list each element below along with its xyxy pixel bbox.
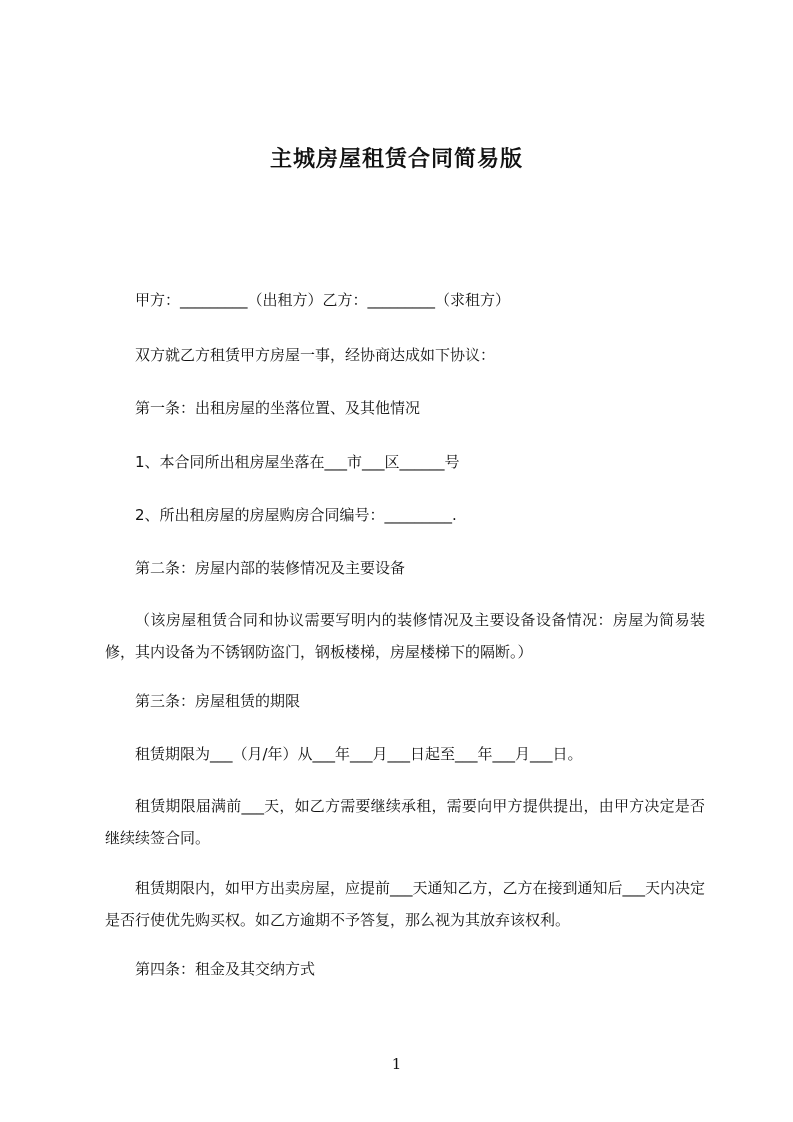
article1-heading: 第一条：出租房屋的坐落位置、及其他情况 bbox=[135, 399, 421, 417]
article2-note: （该房屋租赁合同和协议需要写明内的装修情况及主要设备设备情况：房屋为简易装修，其内设备为不锈钢防盗门，钢板楼梯，房屋楼梯下的隔断。） bbox=[105, 611, 705, 661]
article1-item1: 1、本合同所出租房屋坐落在___市___区______号 bbox=[135, 453, 460, 471]
page-number: 1 bbox=[391, 1055, 402, 1073]
page-title: 主城房屋租赁合同简易版 bbox=[269, 147, 523, 172]
article4-heading: 第四条：租金及其交纳方式 bbox=[135, 960, 316, 978]
article3-renewal: 租赁期限届满前___天，如乙方需要继续承租，需要向甲方提供提出，由甲方决定是否继续续签合同。 bbox=[105, 797, 705, 847]
parties-line: 甲方：_________（出租方）乙方：_________（求租方） bbox=[135, 291, 511, 309]
article2-heading: 第二条：房屋内部的装修情况及主要设备 bbox=[135, 559, 406, 577]
intro-text: 双方就乙方租赁甲方房屋一事，经协商达成如下协议： bbox=[135, 346, 496, 364]
article1-item2: 2、所出租房屋的房屋购房合同编号：_________. bbox=[135, 506, 457, 524]
article3-heading: 第三条：房屋租赁的期限 bbox=[135, 692, 301, 710]
article3-preemption: 租赁期限内，如甲方出卖房屋，应提前___天通知乙方，乙方在接到通知后___天内决定是否行使优先购买权。如乙方逾期不予答复，那么视为其放弃该权利。 bbox=[105, 879, 706, 929]
article3-term: 租赁期限为___（月/年）从___年___月___日起至___年___月___日。 bbox=[135, 745, 583, 763]
